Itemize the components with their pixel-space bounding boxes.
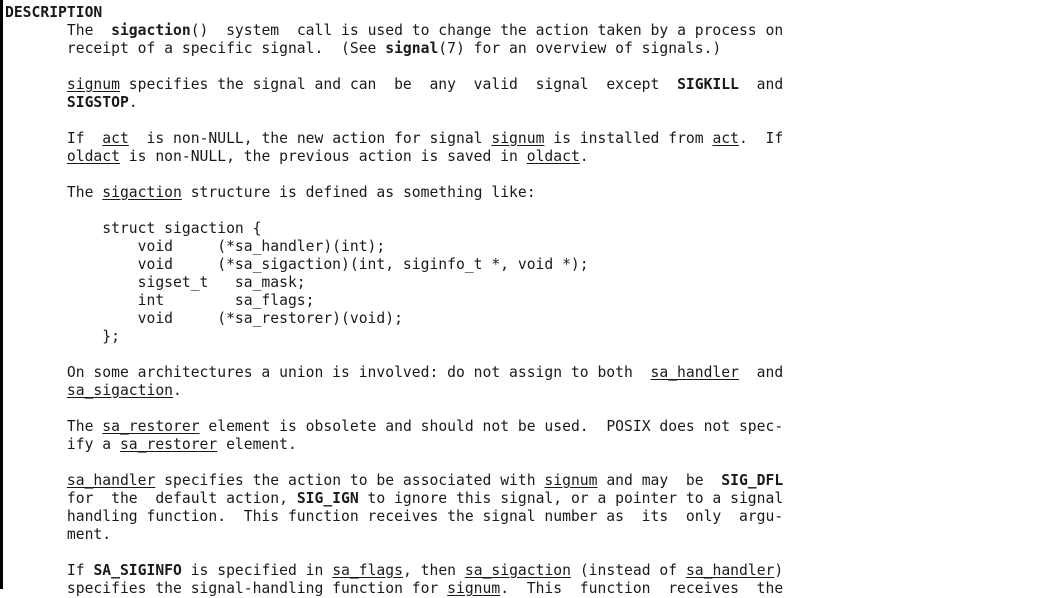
terminal-line: [5, 166, 783, 184]
terminal-line: [5, 184, 783, 202]
terminal-output: [5, 4, 783, 598]
line-text: specifies the signal and can be any valid signal except: [119, 76, 678, 93]
line-text: is non-NULL, the previous action is saved in: [119, 148, 527, 165]
line-text: void (*sa_handler)(int);: [5, 238, 386, 255]
terminal-line: [5, 436, 783, 454]
line-text: . This function receives the: [500, 580, 784, 597]
terminal-line: [5, 4, 783, 22]
line-text: and: [738, 76, 784, 93]
terminal-line: [5, 292, 783, 310]
line-text: .: [173, 382, 182, 399]
bold-term: SIG_DFL: [721, 472, 784, 489]
line-text: is installed from: [544, 130, 713, 147]
underlined-term: sa_flags: [332, 562, 403, 579]
line-text: struct sigaction {: [5, 220, 262, 237]
line-text: ify a: [5, 436, 120, 453]
underlined-term: sa_handler: [650, 364, 739, 381]
terminal-line: [5, 472, 783, 490]
line-text: .: [579, 148, 589, 165]
bold-term: SIGKILL: [677, 76, 739, 93]
line-text: The: [5, 418, 103, 435]
underlined-term: sigaction: [102, 184, 182, 201]
line-text: sigset_t sa_mask;: [5, 274, 306, 291]
underlined-term: sa_handler: [66, 472, 156, 489]
line-text: receipt of a specific signal. (See: [5, 40, 386, 57]
underlined-term: act: [712, 130, 739, 147]
line-text: to ignore this signal, or a pointer to a signal: [358, 490, 784, 507]
bold-term: signal: [385, 40, 439, 57]
line-text: The: [5, 22, 112, 39]
terminal-line: [5, 256, 783, 274]
bold-term: SA_SIGINFO: [93, 562, 182, 579]
underlined-term: sa_restorer: [119, 436, 218, 453]
bold-term: sigaction: [111, 22, 191, 39]
underlined-term: signum: [491, 130, 545, 147]
line-text: };: [5, 328, 120, 345]
line-text: and: [738, 364, 784, 381]
terminal-line: [5, 382, 783, 400]
underlined-term: sa_sigaction: [66, 382, 174, 399]
terminal-line: [5, 544, 783, 562]
line-text: (instead of: [570, 562, 686, 579]
line-text: handling function. This function receives the signal number as its only argu-: [5, 508, 784, 525]
line-text: The: [5, 184, 103, 201]
line-text: , then: [402, 562, 465, 579]
terminal-line: [5, 490, 783, 508]
terminal-line: [5, 310, 783, 328]
terminal-line: [5, 76, 783, 94]
terminal-left-border: [0, 0, 3, 589]
terminal-line: [5, 220, 783, 238]
line-text: specifies the action to be associated with: [155, 472, 545, 489]
section-heading: DESCRIPTION: [5, 4, 103, 21]
terminal-line: [5, 238, 783, 256]
line-text: On some architectures a union is involved: do not assign to both: [5, 364, 651, 381]
bold-term: SIG_IGN: [296, 490, 359, 507]
underlined-term: signum: [544, 472, 598, 489]
terminal-line: [5, 400, 783, 418]
line-text: is specified in: [181, 562, 333, 579]
line-text: for the default action,: [5, 490, 297, 507]
terminal-line: [5, 202, 783, 220]
line-text: (7) for an overview of signals.): [438, 40, 722, 57]
terminal-line: [5, 508, 783, 526]
line-text: If: [5, 130, 103, 147]
bold-term: SIGSTOP: [66, 94, 129, 111]
terminal-line: [5, 526, 783, 544]
line-text: int sa_flags;: [5, 292, 315, 309]
line-text: void (*sa_restorer)(void);: [5, 310, 403, 327]
line-text: and may be: [597, 472, 722, 489]
underlined-term: oldact: [66, 148, 120, 165]
underlined-term: oldact: [526, 148, 580, 165]
underlined-term: sa_sigaction: [464, 562, 571, 579]
terminal-line: [5, 328, 783, 346]
line-text: structure is defined as something like:: [181, 184, 536, 201]
terminal-line: [5, 58, 783, 76]
underlined-term: sa_handler: [685, 562, 775, 579]
terminal-line: [5, 22, 783, 40]
line-text: ment.: [5, 526, 112, 543]
terminal-line: [5, 148, 783, 166]
line-text: is non-NULL, the new action for signal: [128, 130, 492, 147]
terminal-line: [5, 580, 783, 598]
terminal-line: [5, 130, 783, 148]
underlined-term: sa_restorer: [102, 418, 200, 435]
underlined-term: act: [102, 130, 129, 147]
terminal-line: [5, 454, 783, 472]
terminal-line: [5, 364, 783, 382]
underlined-term: signum: [447, 580, 501, 597]
line-text: [5, 94, 67, 111]
terminal-line: [5, 94, 783, 112]
line-text: [5, 382, 67, 399]
line-text: [5, 472, 67, 489]
line-text: element is obsolete and should not be used. POSIX does not spec-: [199, 418, 784, 435]
line-text: [5, 76, 67, 93]
line-text: void (*sa_sigaction)(int, siginfo_t *, void *);: [5, 256, 589, 273]
line-text: element.: [217, 436, 297, 453]
terminal-line: [5, 346, 783, 364]
line-text: [5, 148, 67, 165]
line-text: . If: [738, 130, 784, 147]
terminal-line: [5, 274, 783, 292]
line-text: .: [128, 94, 138, 111]
line-text: If: [5, 562, 94, 579]
terminal-line: [5, 562, 783, 580]
terminal-line: [5, 40, 783, 58]
line-text: specifies the signal-handling function for: [5, 580, 448, 597]
terminal-line: [5, 418, 783, 436]
line-text: () system call is used to change the action taken by a process on: [190, 22, 784, 39]
underlined-term: signum: [66, 76, 120, 93]
line-text: ): [774, 562, 784, 579]
terminal-line: [5, 112, 783, 130]
